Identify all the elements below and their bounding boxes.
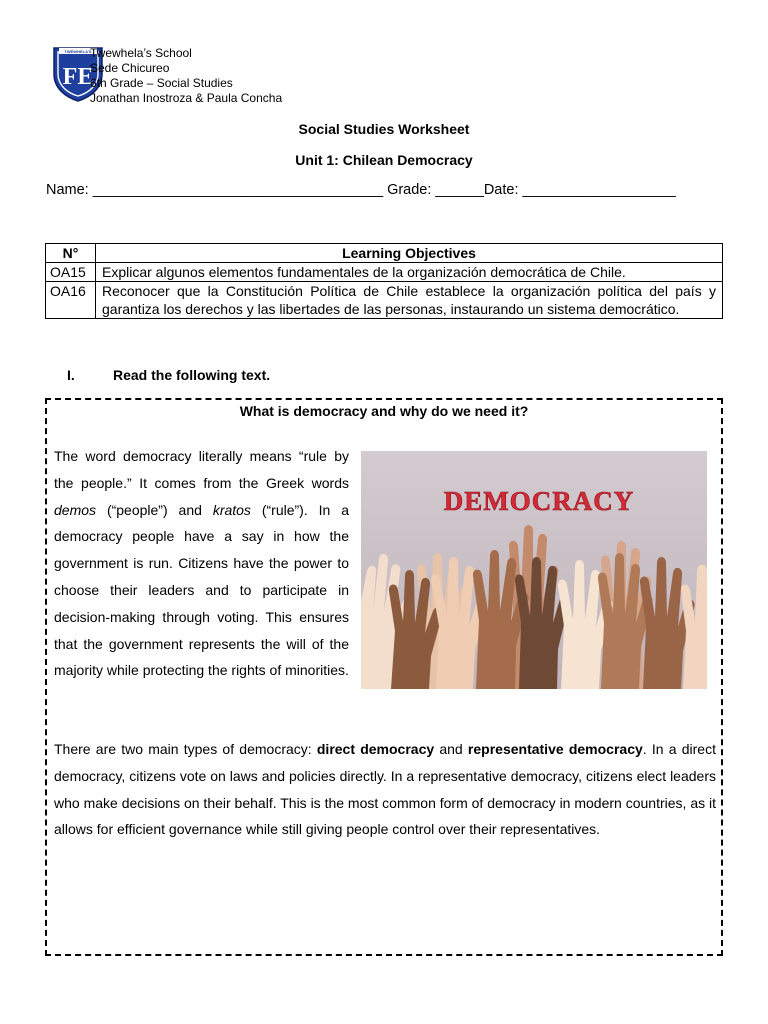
p1-kratos: kratos bbox=[212, 501, 251, 518]
p1-text-b: (“people”) and bbox=[96, 501, 213, 518]
worksheet-title: Social Studies Worksheet bbox=[298, 121, 470, 137]
section-numeral: I. bbox=[67, 367, 75, 383]
objective-text: Explicar algunos elementos fundamentales de la organización democrática de Chile. bbox=[96, 263, 723, 282]
number-header: N° bbox=[46, 244, 96, 263]
p2-text-c: . In a direct democracy, citizens vote on laws and policies directly. In a representative democracy, citizens elect leaders who make decisions on their behalf. This is the most common form of democracy in modern countries, as it allows for efficient governance while still giving people control over their representatives. bbox=[54, 741, 716, 838]
p1-text-a: The word democracy literally means “rule by the people.” It comes from the Greek words bbox=[54, 448, 349, 491]
p1-demos: demos bbox=[54, 501, 97, 518]
section-instruction: Read the following text. bbox=[113, 367, 271, 383]
grade-subject: 6th Grade – Social Studies bbox=[90, 76, 233, 90]
student-info-line[interactable]: Name: ____________________________________ Grade: ______Date: ___________________ bbox=[46, 182, 676, 198]
p2-representative-democracy: representative democracy bbox=[467, 741, 643, 757]
objective-code: OA16 bbox=[46, 282, 96, 319]
school-info bbox=[90, 46, 282, 106]
p1-text-c: (“rule”). In a democracy people have a say in how the government is run. Citizens have the power to choose their leaders and to participate in decision-making through voting. This ensures that the government represents the will of the majority while protecting the rights of minorities. bbox=[54, 501, 350, 679]
svg-text:FE: FE bbox=[62, 64, 94, 90]
unit-title: Unit 1: Chilean Democracy bbox=[295, 152, 473, 168]
school-campus: Sede Chicureo bbox=[90, 61, 170, 75]
reading-title: What is democracy and why do we need it? bbox=[239, 403, 529, 419]
democracy-hands-image bbox=[361, 451, 707, 689]
teachers: Jonathan Inostroza & Paula Concha bbox=[90, 91, 283, 105]
democracy-word: DEMOCRACY bbox=[443, 486, 635, 516]
school-name: Twewhela’s School bbox=[90, 46, 192, 60]
table-row bbox=[46, 282, 723, 319]
objectives-header: Learning Objectives bbox=[96, 244, 723, 263]
table-header-row bbox=[46, 244, 723, 263]
table-row bbox=[46, 263, 723, 282]
learning-objectives-table bbox=[45, 243, 723, 319]
reading-paragraph-1 bbox=[54, 443, 349, 684]
p2-text-a: There are two main types of democracy: bbox=[54, 741, 317, 757]
objective-code: OA15 bbox=[46, 263, 96, 282]
p2-text-b: and bbox=[434, 741, 468, 757]
svg-text:TWEWHELA'S: TWEWHELA'S bbox=[64, 49, 92, 54]
reading-text-box bbox=[45, 398, 723, 956]
raised-hands-illustration bbox=[361, 451, 707, 689]
reading-paragraph-2 bbox=[54, 736, 716, 843]
objective-text: Reconocer que la Constitución Política de Chile establece la organización política del país y garantiza los derechos y las libertades de las personas, instaurando un sistema democrático. bbox=[96, 282, 723, 319]
p2-direct-democracy: direct democracy bbox=[316, 741, 435, 757]
section-heading bbox=[67, 367, 270, 383]
